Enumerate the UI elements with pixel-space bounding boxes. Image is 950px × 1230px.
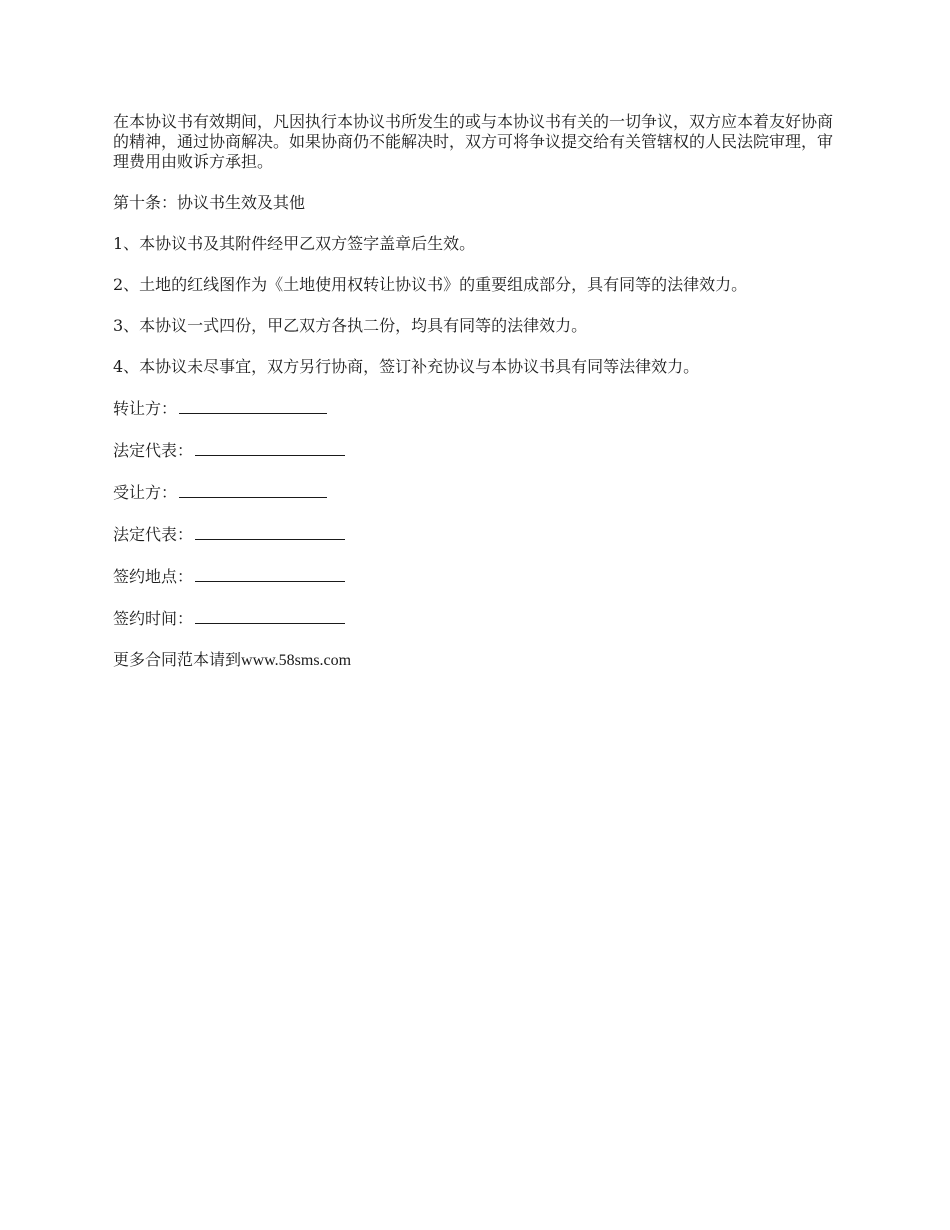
- footer-note: [113, 650, 841, 671]
- signature-blank: [195, 524, 345, 540]
- signature-label: 签约时间：: [113, 609, 194, 628]
- clause-4: 4、本协议未尽事宜，双方另行协商，签订补充协议与本协议书具有同等法律效力。: [113, 357, 700, 376]
- clause-1: 1、本协议书及其附件经甲乙双方签字盖章后生效。: [113, 234, 476, 253]
- signature-transferor-representative: [113, 440, 841, 461]
- dispute-resolution-paragraph: 在本协议书有效期间，凡因执行本协议书所发生的或与本协议书有关的一切争议，双方应本着友好协商的精神，通过协商解决。如果协商仍不能解决时，双方可将争议提交给有关管辖权的人民法院审理，审理费用由败诉方承担。: [113, 112, 834, 171]
- clause-3: 3、本协议一式四份，甲乙双方各执二份，均具有同等的法律效力。: [113, 316, 588, 335]
- signature-label: 法定代表：: [113, 441, 194, 460]
- footer-prefix: 更多合同范本请到: [113, 650, 242, 669]
- signature-location: [113, 566, 841, 587]
- signature-transferor: [113, 398, 841, 419]
- signature-blank: [179, 398, 327, 414]
- clause-2: 2、土地的红线图作为《土地使用权转让协议书》的重要组成部分，具有同等的法律效力。: [113, 275, 748, 294]
- signature-blank: [195, 566, 345, 582]
- signature-blank: [195, 608, 345, 624]
- signature-label: 转让方：: [113, 399, 178, 418]
- signature-label: 签约地点：: [113, 567, 194, 586]
- signature-transferee-representative: [113, 524, 841, 545]
- signature-date: [113, 608, 841, 629]
- footer-link[interactable]: www.58sms.com: [241, 652, 352, 669]
- document-page: [113, 112, 841, 671]
- signature-blank: [195, 440, 345, 456]
- signature-blank: [179, 482, 327, 498]
- article-ten-heading: 第十条：协议书生效及其他: [113, 193, 306, 212]
- signature-label: 受让方：: [113, 483, 178, 502]
- signature-transferee: [113, 482, 841, 503]
- signature-label: 法定代表：: [113, 525, 194, 544]
